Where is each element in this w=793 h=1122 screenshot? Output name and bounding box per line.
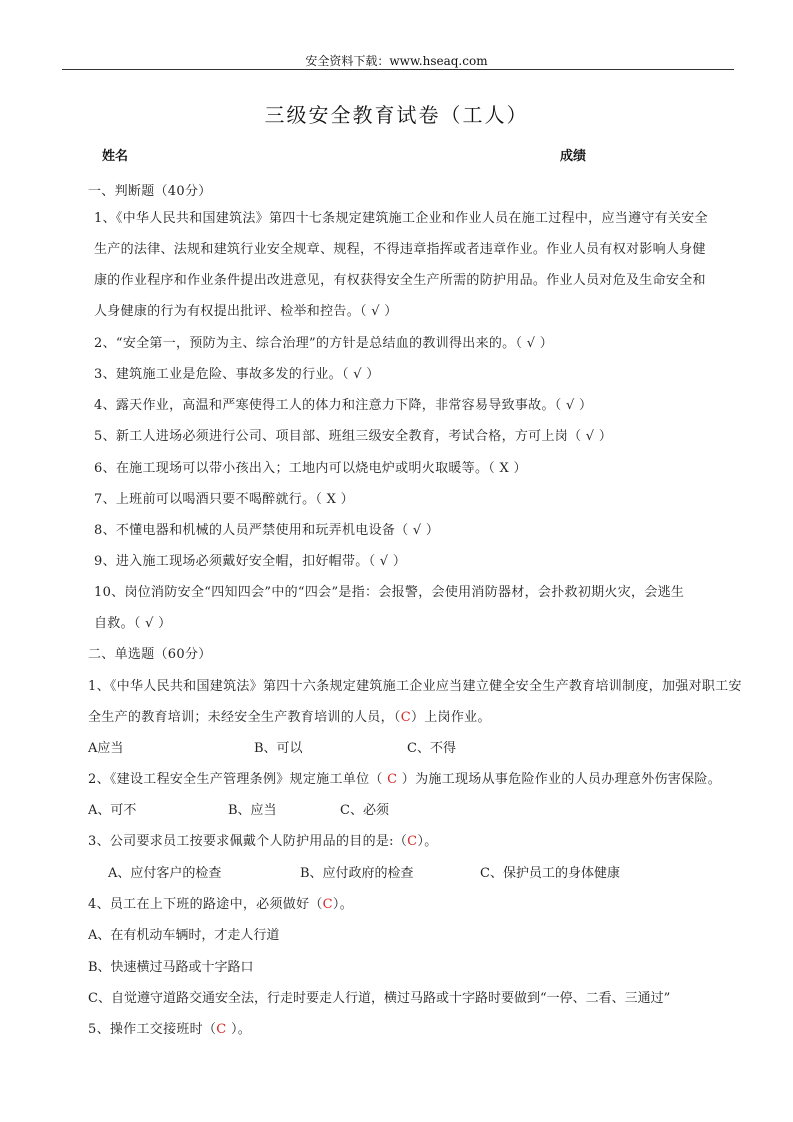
s2-q5: [88, 1018, 251, 1037]
s1-q3: 3、建筑施工业是危险、事故多发的行业。（ √ ）: [94, 367, 380, 382]
s2-q5-text: 5、操作工交接班时（: [88, 1022, 217, 1037]
s1-q6: 6、在施工现场可以带小孩出入；工地内可以烧电炉或明火取暖等。（ X ）: [94, 461, 527, 476]
s1-q9: 9、进入施工现场必须戴好安全帽，扣好帽带。（ √ ）: [94, 554, 407, 569]
s2-q1-option-b: B、可以: [254, 741, 303, 756]
score-label: 成绩: [560, 149, 587, 164]
name-label: 姓名: [102, 149, 129, 164]
s2-q2-option-a: A、可不: [88, 803, 137, 818]
s1-q2: 2、“安全第一，预防为主、综合治理”的方针是总结血的教训得出来的。（ √ ）: [94, 336, 554, 351]
s2-q3-text: 3、公司要求员工按要求佩戴个人防护用品的目的是:（: [88, 834, 408, 849]
s1-q10-line2: 自救。（ √ ）: [94, 616, 172, 631]
page-header: 安全资料下载：www.hseaq.com: [305, 54, 488, 68]
s1-q5: 5、新工人进场必须进行公司、项目部、班组三级安全教育，考试合格，方可上岗（ √ ）: [94, 429, 613, 444]
s2-q3: [88, 830, 438, 849]
s1-q4: 4、露天作业，高温和严寒使得工人的体力和注意力下降，非常容易导致事故。（ √ ）: [94, 398, 593, 413]
s2-q5-text-end: ）。: [226, 1022, 252, 1037]
section2-heading: 二、单选题（60分）: [88, 647, 212, 662]
exam-title: 三级安全教育试卷（工人）: [264, 103, 529, 127]
section1-heading: 一、判断题（40分）: [88, 184, 212, 199]
s2-q2-answer: C: [387, 772, 398, 787]
s2-q5-answer: C: [216, 1022, 227, 1037]
s1-q8: 8、不懂电器和机械的人员严禁使用和玩弄机电设备（ √ ）: [94, 523, 440, 538]
s2-q4-text-end: ）。: [332, 897, 354, 912]
s1-q7: 7、上班前可以喝酒只要不喝醉就行。（ X ）: [94, 492, 354, 507]
s1-q1-line2: 生产的法律、法规和建筑行业安全规章、规程，不得违章指挥或者违章作业。作业人员有权对影响人身健: [94, 242, 706, 257]
s2-q1-line1: 1、《中华人民共和国建筑法》第四十六条规定建筑施工企业应当建立健全安全生产教育培训制度，加强对职工安: [88, 679, 742, 694]
s2-q4-option-b: B、快速横过马路或十字路口: [88, 960, 254, 975]
s2-q1-text-end: ）上岗作业。: [410, 710, 491, 725]
s2-q3-answer: C: [407, 834, 418, 849]
s2-q1-text: 全生产的教育培训；未经安全生产教育培训的人员，（: [88, 710, 401, 725]
s2-q1-answer: C: [400, 710, 411, 725]
s2-q2-text: 2、《建设工程安全生产管理条例》规定施工单位（: [88, 772, 388, 787]
s2-q4-option-a: A、在有机动车辆时，才走人行道: [88, 928, 280, 943]
s1-q10-line1: 10、岗位消防安全“四知四会”中的“四会”是指：会报警，会使用消防器材，会扑救初期火灾，会逃生: [94, 585, 685, 600]
s1-q1-line1: 1、《中华人民共和国建筑法》第四十七条规定建筑施工企业和作业人员在施工过程中，应当遵守有关安全: [94, 211, 708, 226]
s2-q3-option-b: B、应付政府的检查: [300, 866, 414, 881]
s2-q1-option-a: A应当: [88, 741, 124, 756]
s2-q4: [88, 893, 353, 912]
s2-q2-option-c: C、必须: [340, 803, 389, 818]
s2-q3-option-c: C、保护员工的身体健康: [480, 866, 620, 881]
s2-q1-line2: [88, 706, 491, 725]
s2-q2: [88, 768, 721, 787]
header-rule: [62, 69, 734, 70]
s2-q2-option-b: B、应当: [228, 803, 277, 818]
s2-q2-text-end: ）为施工现场从事危险作业的人员办理意外伤害保险。: [397, 772, 721, 787]
s2-q4-text: 4、员工在上下班的路途中，必须做好（: [88, 897, 323, 912]
s1-q1-line4: 人身健康的行为有权提出批评、检举和控告。（ √ ）: [94, 304, 398, 319]
s2-q3-text-end: ）。: [417, 834, 438, 849]
s2-q4-option-c: C、自觉遵守道路交通安全法，行走时要走人行道，横过马路或十字路时要做到“一停、二看、三通过”: [88, 991, 671, 1006]
s2-q4-answer: C: [322, 897, 333, 912]
s2-q3-option-a: A、应付客户的检查: [108, 866, 222, 881]
s1-q1-line3: 康的作业程序和作业条件提出改进意见，有权获得安全生产所需的防护用品。作业人员对危及生命安全和: [94, 273, 706, 288]
s2-q1-option-c: C、不得: [407, 741, 456, 756]
